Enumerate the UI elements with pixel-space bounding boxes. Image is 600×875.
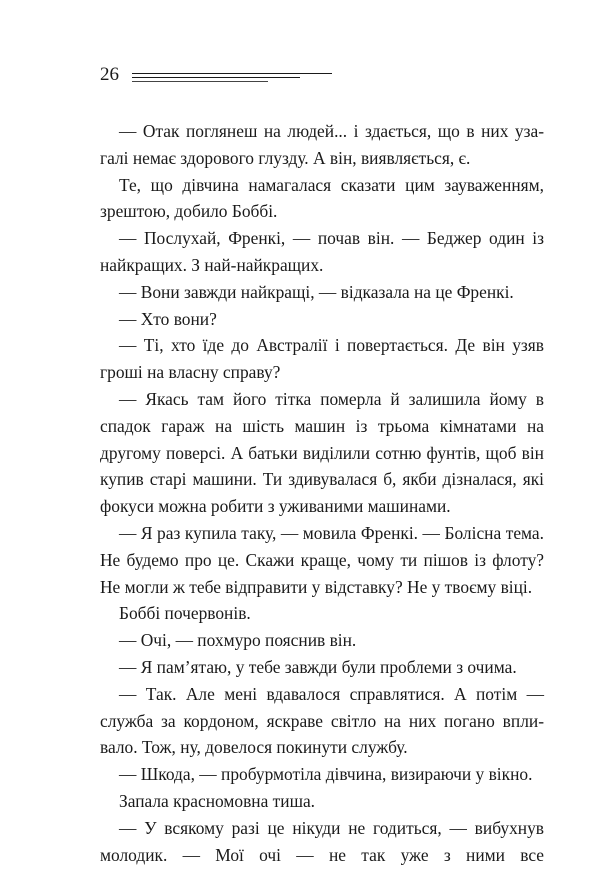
paragraph: Те, що дівчина намагалася сказати цим зауваженням, зрештою, добило Боббі.: [100, 174, 544, 222]
paragraph: — Хто вони?: [119, 308, 217, 329]
paragraph: — Шкода, — пробурмотіла дівчина, визираючи у вікно.: [119, 764, 533, 785]
header-rule: [132, 81, 268, 82]
paragraph: — Послухай, Френкі, — почав він. — Беджер один із найкращих. З най-найкращих.: [100, 228, 544, 275]
paragraph: — У всякому разі це нікуди не годиться, — вибухнув молодик. — Мої очі — не так уже з ними все: [100, 817, 544, 865]
paragraph: Запала красномовна тиша.: [119, 790, 316, 811]
paragraph: — Очі, — похмуро пояснив він.: [119, 630, 357, 651]
paragraph: — Так. Але мені вдавалося справлятися. А потім — служба за кордоном, яскраве світло на них погано впливало. Тож, ну, довелося покинути службу.: [100, 683, 544, 758]
running-header: [100, 58, 340, 88]
body-text: [100, 118, 544, 868]
paragraph: — Ті, хто їде до Австралії і повертається. Де він узяв гроші на власну справу?: [100, 335, 544, 383]
page-number: 26: [100, 64, 119, 85]
paragraph: — Вони завжди найкращі, — відказала на це Френкі.: [119, 281, 514, 302]
paragraph: — Отак поглянеш на людей... і здається, що в них узагалі немає здорового глузду. А він, виявляється, є.: [100, 121, 544, 168]
paragraph: — Я пам’ятаю, у тебе завжди були проблеми з очима.: [119, 656, 517, 677]
paragraph: — Я раз купила таку, — мовила Френкі. — Болісна тема. Не будемо про це. Скажи краще, чому ти пішов із флоту? Не могли ж тебе відправити у відставку? Не у твоєму віці.: [100, 522, 544, 597]
paragraph: Боббі почервонів.: [119, 603, 251, 624]
header-rule: [132, 77, 300, 78]
header-rule: [132, 73, 332, 74]
paragraph: — Якась там його тітка померла й залишила йому в спадок гараж на шість машин із трьома кімнатами на другому поверсі. А батьки виділили сотню фунтів, щоб він купив старі машини. Ти здивувалася б, якби дізналася, які фокуси можна робити з уживаними машинами.: [100, 388, 544, 517]
